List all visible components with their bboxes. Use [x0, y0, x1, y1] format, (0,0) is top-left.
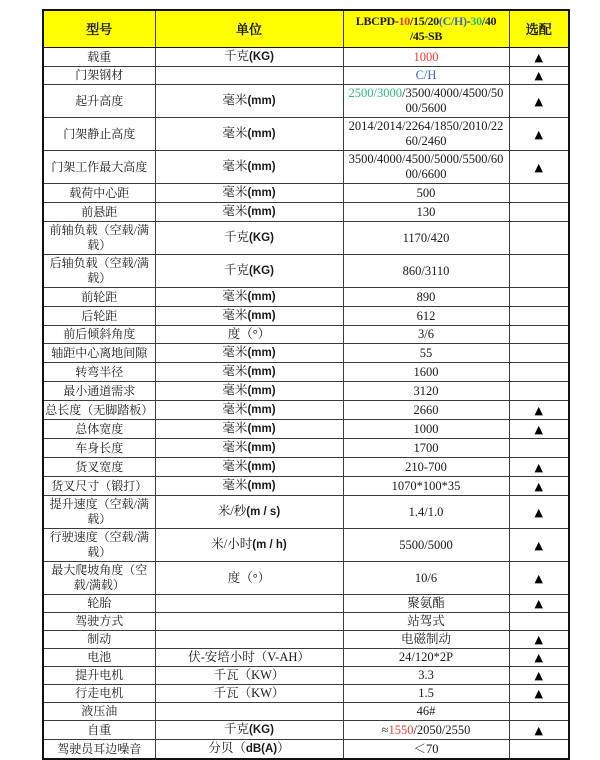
header-unit-label: 单位 — [155, 10, 343, 48]
text-segment: 5500/5000 — [399, 537, 453, 552]
optional-cell — [509, 703, 569, 721]
spec-row — [43, 685, 569, 703]
value-cell — [343, 203, 509, 222]
optional-triangle-icon: ▲ — [534, 633, 543, 646]
spec-label-cell: 门架钢材 — [43, 67, 155, 85]
unit-cell — [155, 307, 343, 326]
text-segment: 毫米 — [222, 364, 248, 378]
text-segment: 1170/420 — [402, 230, 450, 245]
text-segment: 毫米 — [222, 440, 248, 454]
text-segment: 2660 — [413, 402, 439, 417]
value-cell — [343, 529, 509, 562]
spec-row — [43, 649, 569, 667]
value-cell — [343, 401, 509, 420]
spec-row — [43, 222, 569, 255]
text-segment: (mm) — [247, 480, 276, 492]
value-cell — [343, 740, 509, 760]
text-segment: dB(A) — [245, 743, 278, 755]
text-segment: 55 — [419, 345, 433, 360]
spec-row — [43, 363, 569, 382]
value-cell — [343, 85, 509, 118]
spec-row — [43, 496, 569, 529]
text-segment: (mm) — [247, 161, 276, 173]
spec-row — [43, 67, 569, 85]
optional-cell — [509, 67, 569, 85]
text-segment: (mm) — [247, 404, 276, 416]
spec-row — [43, 631, 569, 649]
spec-row — [43, 48, 569, 67]
optional-triangle-icon: ▲ — [534, 127, 543, 141]
text-segment: (mm) — [247, 187, 276, 199]
spec-row — [43, 721, 569, 740]
spec-label-cell: 门架工作最大高度 — [43, 151, 155, 184]
unit-cell — [155, 721, 343, 740]
optional-cell — [509, 222, 569, 255]
unit-cell — [155, 613, 343, 631]
spec-table-header — [43, 10, 569, 48]
text-segment: 3120 — [413, 383, 439, 398]
optional-triangle-icon: ▲ — [534, 538, 543, 552]
text-segment: (KG) — [249, 724, 274, 736]
optional-cell — [509, 48, 569, 67]
spec-label-cell: 自重 — [43, 721, 155, 740]
unit-cell — [155, 685, 343, 703]
value-cell — [343, 307, 509, 326]
text-segment: ） — [277, 741, 290, 755]
spec-row — [43, 529, 569, 562]
spec-row — [43, 477, 569, 496]
text-segment: (mm) — [247, 206, 276, 218]
text-segment: 毫米 — [222, 93, 248, 107]
text-segment: 毫米 — [222, 185, 248, 199]
text-segment: 毫米 — [222, 402, 248, 416]
unit-cell — [155, 151, 343, 184]
spec-label-cell: 驾驶方式 — [43, 613, 155, 631]
text-segment: 分贝（ — [208, 741, 246, 755]
optional-triangle-icon: ▲ — [534, 669, 543, 682]
text-segment: 毫米 — [222, 308, 248, 322]
spec-label-cell: 车身长度 — [43, 439, 155, 458]
text-segment: 千克 — [224, 722, 250, 736]
unit-cell — [155, 529, 343, 562]
spec-label-cell: 电池 — [43, 649, 155, 667]
text-segment: 1550 — [388, 722, 414, 737]
text-segment: 1070*100*35 — [391, 478, 461, 493]
spec-label-cell: 行驶速度（空载/满载） — [43, 529, 155, 562]
text-segment: 10 — [398, 14, 411, 28]
optional-triangle-icon: ▲ — [534, 597, 543, 610]
value-cell — [343, 439, 509, 458]
text-segment: 千瓦（KW） — [213, 686, 285, 700]
spec-row — [43, 288, 569, 307]
text-segment: - — [466, 14, 471, 28]
text-segment: (mm) — [247, 95, 276, 107]
optional-cell — [509, 363, 569, 382]
unit-cell — [155, 595, 343, 613]
text-segment: 3/6 — [418, 327, 434, 341]
unit-cell — [155, 326, 343, 344]
optional-cell — [509, 420, 569, 439]
text-segment: 毫米 — [222, 459, 248, 473]
text-segment: 度（°） — [227, 570, 271, 585]
optional-cell — [509, 85, 569, 118]
optional-triangle-icon: ▲ — [534, 571, 543, 585]
text-segment: 毫米 — [222, 478, 248, 492]
optional-cell — [509, 496, 569, 529]
value-cell — [343, 420, 509, 439]
text-segment: (C/H) — [438, 14, 467, 28]
optional-cell — [509, 344, 569, 363]
spec-table-body — [43, 48, 569, 760]
text-segment: (mm) — [247, 347, 276, 359]
spec-row — [43, 458, 569, 477]
value-cell — [343, 67, 509, 85]
text-segment: (mm) — [247, 423, 276, 435]
value-cell — [343, 613, 509, 631]
unit-cell — [155, 420, 343, 439]
optional-cell — [509, 613, 569, 631]
text-segment: 890 — [416, 289, 436, 304]
text-segment: 1000 — [413, 49, 439, 64]
optional-cell — [509, 477, 569, 496]
text-segment: /3500/4000/4500/5000/5600 — [402, 86, 504, 115]
text-segment: 500 — [416, 185, 436, 200]
header-optional-label: 选配 — [509, 10, 569, 48]
value-cell — [343, 631, 509, 649]
value-cell — [343, 48, 509, 67]
optional-cell — [509, 649, 569, 667]
text-segment: LBCPD- — [355, 14, 399, 28]
spec-row — [43, 203, 569, 222]
optional-cell — [509, 740, 569, 760]
text-segment: ≈ — [381, 722, 389, 737]
spec-label-cell: 载荷中心距 — [43, 184, 155, 203]
spec-row — [43, 184, 569, 203]
unit-cell — [155, 477, 343, 496]
spec-label-cell: 总长度（无脚踏板） — [43, 401, 155, 420]
text-segment: 30 — [470, 14, 482, 28]
text-segment: /2050/2550 — [413, 722, 471, 737]
optional-cell — [509, 288, 569, 307]
spec-label-cell: 提升电机 — [43, 667, 155, 685]
value-cell — [343, 222, 509, 255]
value-cell — [343, 721, 509, 740]
spec-row — [43, 382, 569, 401]
optional-cell — [509, 326, 569, 344]
value-cell — [343, 685, 509, 703]
value-cell — [343, 184, 509, 203]
optional-triangle-icon: ▲ — [534, 651, 543, 664]
text-segment: (mm) — [247, 310, 276, 322]
spec-row — [43, 667, 569, 685]
optional-triangle-icon: ▲ — [534, 69, 543, 82]
optional-triangle-icon: ▲ — [534, 160, 543, 174]
spec-label-cell: 载重 — [43, 48, 155, 67]
optional-cell — [509, 562, 569, 595]
unit-cell — [155, 439, 343, 458]
value-cell — [343, 477, 509, 496]
text-segment: 24/120*2P — [398, 650, 454, 664]
spec-label-cell: 前轮距 — [43, 288, 155, 307]
header-model-number — [343, 10, 509, 48]
optional-triangle-icon: ▲ — [534, 94, 543, 108]
text-segment: 46# — [416, 704, 436, 718]
optional-cell — [509, 685, 569, 703]
text-segment: 千克 — [224, 230, 250, 244]
unit-cell — [155, 401, 343, 420]
optional-triangle-icon: ▲ — [534, 687, 543, 700]
spec-row — [43, 439, 569, 458]
optional-cell — [509, 667, 569, 685]
text-segment: (KG) — [249, 232, 274, 244]
spec-label-cell: 总体宽度 — [43, 420, 155, 439]
optional-cell — [509, 595, 569, 613]
header-model-label: 型号 — [43, 10, 155, 48]
spec-label-cell: 后轮距 — [43, 307, 155, 326]
spec-row — [43, 703, 569, 721]
text-segment: (mm) — [247, 366, 276, 378]
text-segment: (mm) — [247, 291, 276, 303]
value-cell — [343, 496, 509, 529]
optional-triangle-icon: ▲ — [534, 479, 543, 493]
spec-row — [43, 255, 569, 288]
header-row — [43, 10, 569, 48]
spec-row — [43, 151, 569, 184]
spec-label-cell: 轮胎 — [43, 595, 155, 613]
unit-cell — [155, 85, 343, 118]
text-segment: 1000 — [413, 421, 439, 436]
optional-cell — [509, 458, 569, 477]
text-segment: 3.3 — [418, 668, 434, 682]
text-segment: 毫米 — [222, 159, 248, 173]
value-cell — [343, 667, 509, 685]
value-cell — [343, 344, 509, 363]
text-segment: ＜70 — [413, 741, 439, 756]
spec-label-cell: 最大爬坡角度（空载/满载） — [43, 562, 155, 595]
text-segment: 1.4/1.0 — [408, 504, 444, 519]
unit-cell — [155, 118, 343, 151]
spec-label-cell: 后轴负载（空载/满载） — [43, 255, 155, 288]
spec-label-cell: 转弯半径 — [43, 363, 155, 382]
text-segment: 毫米 — [222, 126, 248, 140]
text-segment: 612 — [416, 308, 436, 323]
text-segment: 千克 — [224, 49, 250, 63]
text-segment: 站驾式 — [407, 614, 445, 628]
spec-label-cell: 货叉宽度 — [43, 458, 155, 477]
spec-label-cell: 前后倾斜角度 — [43, 326, 155, 344]
value-cell — [343, 288, 509, 307]
value-cell — [343, 703, 509, 721]
text-segment: 千瓦（KW） — [213, 668, 285, 682]
text-segment: C/H — [415, 68, 437, 82]
text-segment: 130 — [416, 204, 436, 219]
value-cell — [343, 255, 509, 288]
unit-cell — [155, 382, 343, 401]
optional-cell — [509, 721, 569, 740]
text-segment: 度（°） — [227, 327, 271, 341]
value-cell — [343, 649, 509, 667]
text-segment: 2500/3000 — [348, 86, 403, 100]
text-segment: 1700 — [413, 440, 439, 455]
unit-cell — [155, 496, 343, 529]
spec-row — [43, 420, 569, 439]
text-segment: 毫米 — [222, 345, 248, 359]
text-segment: 毫米 — [222, 204, 248, 218]
optional-triangle-icon: ▲ — [534, 403, 543, 417]
spec-row — [43, 740, 569, 760]
text-segment: 2014/2014/2264/1850/2010/2260/2460 — [348, 119, 504, 148]
spec-row — [43, 613, 569, 631]
optional-cell — [509, 151, 569, 184]
unit-cell — [155, 562, 343, 595]
optional-cell — [509, 529, 569, 562]
spec-row — [43, 344, 569, 363]
spec-row — [43, 562, 569, 595]
optional-cell — [509, 631, 569, 649]
unit-cell — [155, 649, 343, 667]
optional-triangle-icon: ▲ — [534, 723, 543, 737]
spec-row — [43, 595, 569, 613]
text-segment: 毫米 — [222, 421, 248, 435]
optional-cell — [509, 307, 569, 326]
value-cell — [343, 382, 509, 401]
spec-label-cell: 前轴负载（空载/满载） — [43, 222, 155, 255]
optional-triangle-icon: ▲ — [534, 50, 543, 64]
text-segment: /45-SB — [409, 29, 443, 43]
text-segment: 3500/4000/4500/5000/5500/6000/6600 — [348, 152, 504, 181]
optional-cell — [509, 184, 569, 203]
optional-triangle-icon: ▲ — [534, 460, 543, 474]
text-segment: /15/20 — [410, 14, 439, 28]
value-cell — [343, 562, 509, 595]
value-cell — [343, 363, 509, 382]
text-segment: 210-700 — [405, 459, 447, 474]
text-segment: 1600 — [413, 364, 439, 379]
spec-label-cell: 制动 — [43, 631, 155, 649]
spec-row — [43, 307, 569, 326]
text-segment: 860/3110 — [402, 263, 450, 278]
optional-cell — [509, 439, 569, 458]
optional-cell — [509, 382, 569, 401]
spec-label-cell: 起升高度 — [43, 85, 155, 118]
spec-label-cell: 门架静止高度 — [43, 118, 155, 151]
text-segment: 电磁制动 — [400, 632, 451, 646]
unit-cell — [155, 288, 343, 307]
unit-cell — [155, 631, 343, 649]
text-segment: (mm) — [247, 442, 276, 454]
text-segment: 伏-安培小时（V-AH） — [188, 650, 310, 664]
unit-cell — [155, 740, 343, 760]
unit-cell — [155, 184, 343, 203]
optional-triangle-icon: ▲ — [534, 422, 543, 436]
spec-label-cell: 最小通道需求 — [43, 382, 155, 401]
text-segment: 1.5 — [418, 686, 434, 700]
unit-cell — [155, 703, 343, 721]
text-segment: (m / h) — [252, 539, 287, 551]
optional-cell — [509, 255, 569, 288]
spec-label-cell: 驾驶员耳边噪音 — [43, 740, 155, 760]
text-segment: (KG) — [249, 51, 274, 63]
unit-cell — [155, 48, 343, 67]
value-cell — [343, 118, 509, 151]
text-segment: (mm) — [247, 461, 276, 473]
text-segment: 毫米 — [222, 289, 248, 303]
optional-cell — [509, 401, 569, 420]
unit-cell — [155, 222, 343, 255]
optional-cell — [509, 203, 569, 222]
unit-cell — [155, 363, 343, 382]
text-segment: (m / s) — [246, 506, 281, 518]
spec-label-cell: 前悬距 — [43, 203, 155, 222]
value-cell — [343, 326, 509, 344]
text-segment: (KG) — [249, 265, 274, 277]
spec-row — [43, 326, 569, 344]
spec-label-cell: 提升速度（空载/满载） — [43, 496, 155, 529]
spec-row — [43, 401, 569, 420]
text-segment: (mm) — [247, 385, 276, 397]
optional-triangle-icon: ▲ — [534, 505, 543, 519]
spec-label-cell: 轴距中心离地间隙 — [43, 344, 155, 363]
spec-label-cell: 液压油 — [43, 703, 155, 721]
optional-cell — [509, 118, 569, 151]
text-segment: /40 — [481, 14, 497, 28]
unit-cell — [155, 67, 343, 85]
text-segment: 聚氨酯 — [407, 596, 445, 610]
unit-cell — [155, 458, 343, 477]
text-segment: 千克 — [224, 263, 250, 277]
spec-row — [43, 118, 569, 151]
page — [0, 9, 600, 759]
unit-cell — [155, 667, 343, 685]
spec-table — [42, 9, 570, 760]
spec-label-cell: 货叉尺寸（锻打） — [43, 477, 155, 496]
text-segment: 米/秒 — [217, 504, 247, 518]
unit-cell — [155, 344, 343, 363]
spec-row — [43, 85, 569, 118]
text-segment: 米/小时 — [211, 537, 253, 551]
text-segment: (mm) — [247, 128, 276, 140]
value-cell — [343, 151, 509, 184]
text-segment: 毫米 — [222, 383, 248, 397]
unit-cell — [155, 255, 343, 288]
value-cell — [343, 458, 509, 477]
text-segment: 10/6 — [414, 570, 438, 585]
unit-cell — [155, 203, 343, 222]
spec-label-cell: 行走电机 — [43, 685, 155, 703]
value-cell — [343, 595, 509, 613]
